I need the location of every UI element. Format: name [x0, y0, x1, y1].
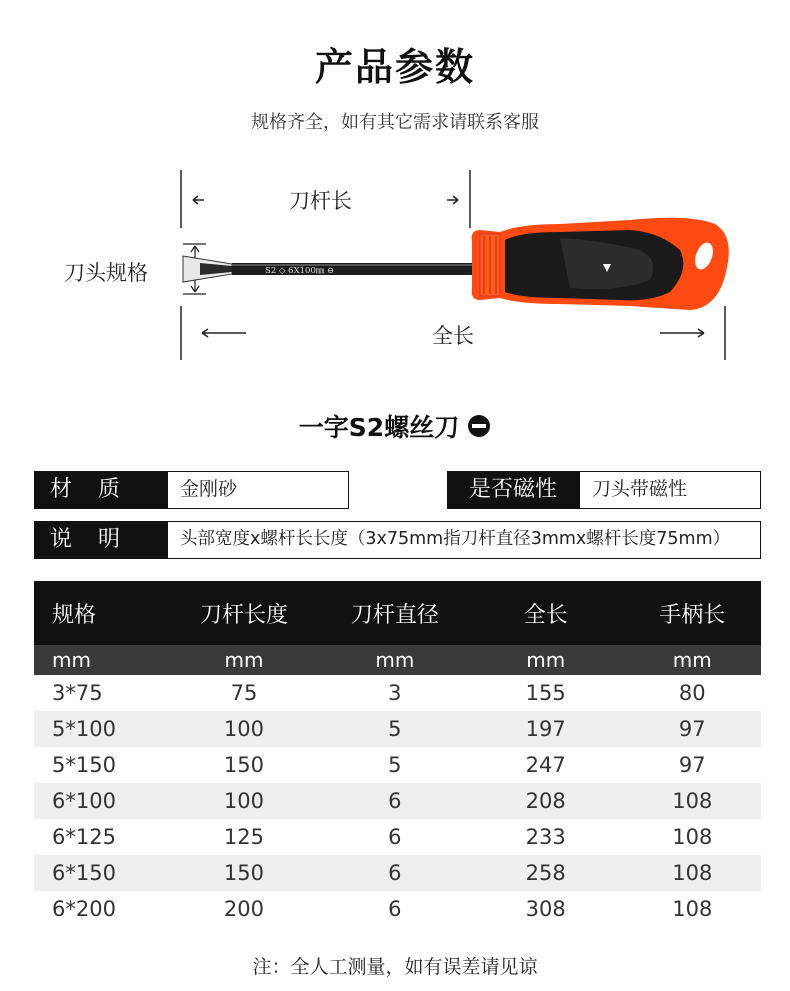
table-cell: 3*75: [34, 675, 166, 711]
unit-cell: mm: [468, 645, 624, 675]
total-left-arrow: [202, 329, 246, 337]
table-cell: 80: [624, 675, 761, 711]
table-row: [34, 783, 761, 819]
table-cell: 247: [468, 747, 624, 783]
unit-cell: mm: [34, 645, 166, 675]
table-cell: 197: [468, 711, 624, 747]
unit-cell: mm: [322, 645, 468, 675]
table-row: [34, 819, 761, 855]
header-shaft-diameter: 刀杆直径: [322, 581, 468, 645]
magnetic-value: 刀头带磁性: [579, 471, 761, 509]
table-cell: 108: [624, 855, 761, 891]
table-cell: 6*100: [34, 783, 166, 819]
table-cell: 6: [322, 891, 468, 927]
note-value: 头部宽度x螺杆长长度（3x75mm指刀杆直径3mmx螺杆长度75mm）: [167, 521, 761, 559]
table-cell: 5*100: [34, 711, 166, 747]
table-cell: 6: [322, 819, 468, 855]
table-cell: 3: [322, 675, 468, 711]
table-cell: 155: [468, 675, 624, 711]
shaft-length-label: 刀杆长: [289, 189, 352, 213]
table-cell: 6*200: [34, 891, 166, 927]
screwdriver-diagram: [0, 160, 790, 380]
table-cell: 5: [322, 711, 468, 747]
table-cell: 6*150: [34, 855, 166, 891]
unit-cell: mm: [166, 645, 322, 675]
table-cell: 100: [166, 711, 322, 747]
product-name: 一字S2螺丝刀: [298, 413, 460, 442]
table-row: [34, 747, 761, 783]
header-total-length: 全长: [468, 581, 624, 645]
table-cell: 97: [624, 747, 761, 783]
shaft-marking: S2 ◇ 6X100㎜ ⊖: [265, 266, 335, 276]
table-cell: 108: [624, 891, 761, 927]
footnote: 注：全人工测量，如有误差请见谅: [252, 956, 538, 978]
table-cell: 5*150: [34, 747, 166, 783]
header-spec: 规格: [34, 581, 166, 645]
magnetic-label: 是否磁性: [447, 471, 579, 509]
table-header-row: [34, 581, 761, 645]
page-title: 产品参数: [314, 45, 475, 89]
table-cell: 150: [166, 747, 322, 783]
table-cell: 258: [468, 855, 624, 891]
table-row: [34, 711, 761, 747]
shaft-right-arrow: [447, 196, 458, 204]
table-cell: 108: [624, 819, 761, 855]
shaft-left-arrow: [193, 196, 204, 204]
spec-table: [34, 581, 761, 927]
header-shaft-length: 刀杆长度: [166, 581, 322, 645]
unit-cell: mm: [624, 645, 761, 675]
material-label: 材 质: [34, 471, 167, 509]
table-cell: 200: [166, 891, 322, 927]
table-cell: 150: [166, 855, 322, 891]
table-cell: 108: [624, 783, 761, 819]
table-unit-row: [34, 645, 761, 675]
product-name-heading: [0, 408, 790, 444]
slotted-screw-icon: [467, 414, 491, 444]
page-subtitle: 规格齐全，如有其它需求请联系客服: [251, 112, 539, 133]
table-cell: 308: [468, 891, 624, 927]
table-cell: 6*125: [34, 819, 166, 855]
table-cell: 125: [166, 819, 322, 855]
total-length-label: 全长: [432, 324, 474, 348]
material-value: 金刚砂: [167, 471, 349, 509]
table-cell: 6: [322, 855, 468, 891]
table-row: [34, 675, 761, 711]
table-cell: 97: [624, 711, 761, 747]
table-row: [34, 855, 761, 891]
table-cell: 75: [166, 675, 322, 711]
header-handle-length: 手柄长: [624, 581, 761, 645]
table-cell: 208: [468, 783, 624, 819]
table-cell: 233: [468, 819, 624, 855]
table-row: [34, 891, 761, 927]
table-cell: 6: [322, 783, 468, 819]
tip-spec-label: 刀头规格: [64, 261, 148, 285]
table-cell: 100: [166, 783, 322, 819]
total-right-arrow: [660, 329, 704, 337]
table-cell: 5: [322, 747, 468, 783]
note-label: 说 明: [34, 521, 167, 559]
